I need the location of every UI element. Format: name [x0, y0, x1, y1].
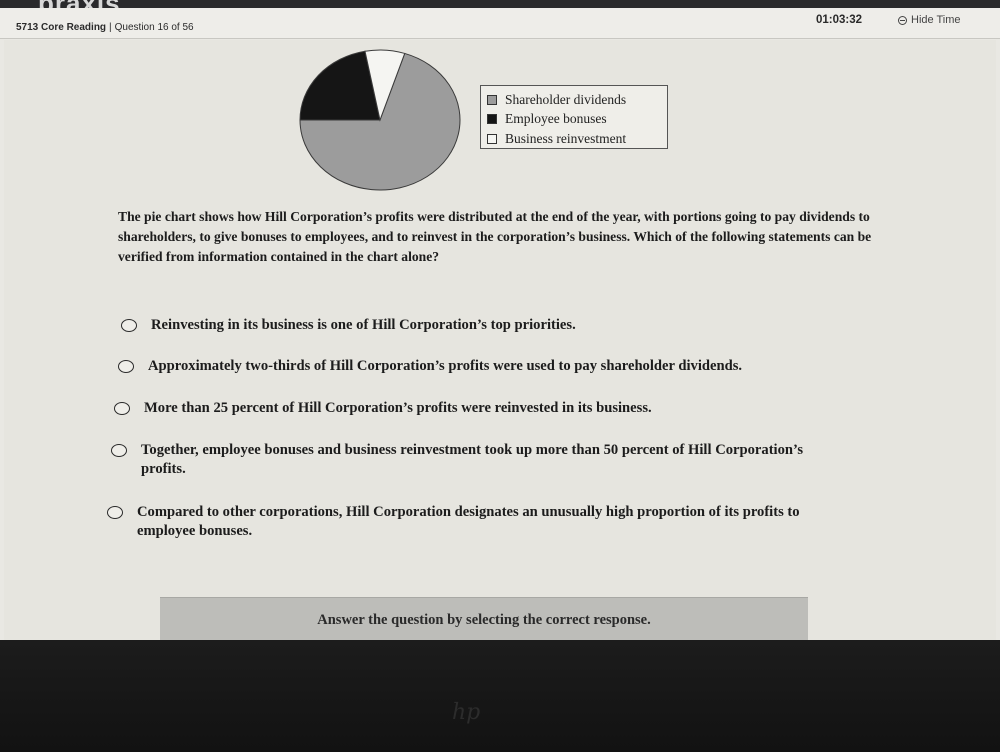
- header-bar: [0, 8, 1000, 39]
- legend-label: Shareholder dividends: [505, 91, 627, 107]
- radio-button[interactable]: [111, 444, 127, 457]
- radio-button[interactable]: [118, 360, 134, 373]
- answer-option-d[interactable]: [111, 441, 831, 479]
- legend-swatch-black: [487, 114, 497, 124]
- legend-swatch-white: [487, 134, 497, 144]
- legend-item-shareholder-dividends: [487, 90, 667, 110]
- question-stem: The pie chart shows how Hill Corporation’s profits were distributed at the end of the year, with portions going to pay dividends to shareholders, to give bonuses to employees, and to reinvest in the corporation’s business. Which of the following statements can be verified from information contained in the chart alone?: [118, 209, 872, 264]
- top-band: [0, 0, 1000, 8]
- answer-option-e[interactable]: [107, 503, 852, 541]
- timer: 01:03:32: [816, 14, 863, 26]
- question-position: Question 16 of 56: [114, 22, 194, 33]
- radio-button[interactable]: [121, 319, 137, 332]
- chart-legend: [480, 85, 668, 149]
- answer-option-b[interactable]: [118, 357, 742, 376]
- radio-button[interactable]: [107, 506, 123, 519]
- breadcrumb-separator: |: [109, 22, 112, 33]
- answer-option-c[interactable]: [114, 399, 652, 418]
- option-text: Compared to other corporations, Hill Corporation designates an unusually high proportion of its profits to employee bonuses.: [137, 504, 800, 539]
- radio-button[interactable]: [114, 402, 130, 415]
- instruction-text: Answer the question by selecting the correct response.: [317, 612, 651, 628]
- legend-item-business-reinvestment: [487, 129, 667, 149]
- legend-swatch-gray: [487, 95, 497, 105]
- option-text: More than 25 percent of Hill Corporation’s profits were reinvested in its business.: [144, 400, 652, 416]
- legend-item-employee-bonuses: [487, 110, 667, 130]
- hide-time-label: Hide Time: [911, 14, 961, 26]
- hide-time-button[interactable]: [898, 14, 961, 26]
- option-text: Together, employee bonuses and business reinvestment took up more than 50 percent of Hill Corporation’s profits.: [141, 442, 804, 477]
- answer-option-a[interactable]: [121, 316, 576, 335]
- instruction-bar: [160, 597, 808, 644]
- laptop-bezel: [0, 640, 1000, 752]
- minus-circle-icon: [898, 16, 907, 25]
- course-title: 5713 Core Reading: [16, 22, 107, 33]
- option-text: Approximately two-thirds of Hill Corporation’s profits were used to pay shareholder dividends.: [148, 358, 743, 374]
- question-breadcrumb: [16, 22, 194, 33]
- hp-logo: hp: [452, 700, 481, 725]
- legend-label: Employee bonuses: [505, 111, 607, 127]
- legend-label: Business reinvestment: [505, 130, 627, 146]
- pie-chart: [298, 48, 466, 192]
- option-text: Reinvesting in its business is one of Hill Corporation’s top priorities.: [151, 317, 576, 333]
